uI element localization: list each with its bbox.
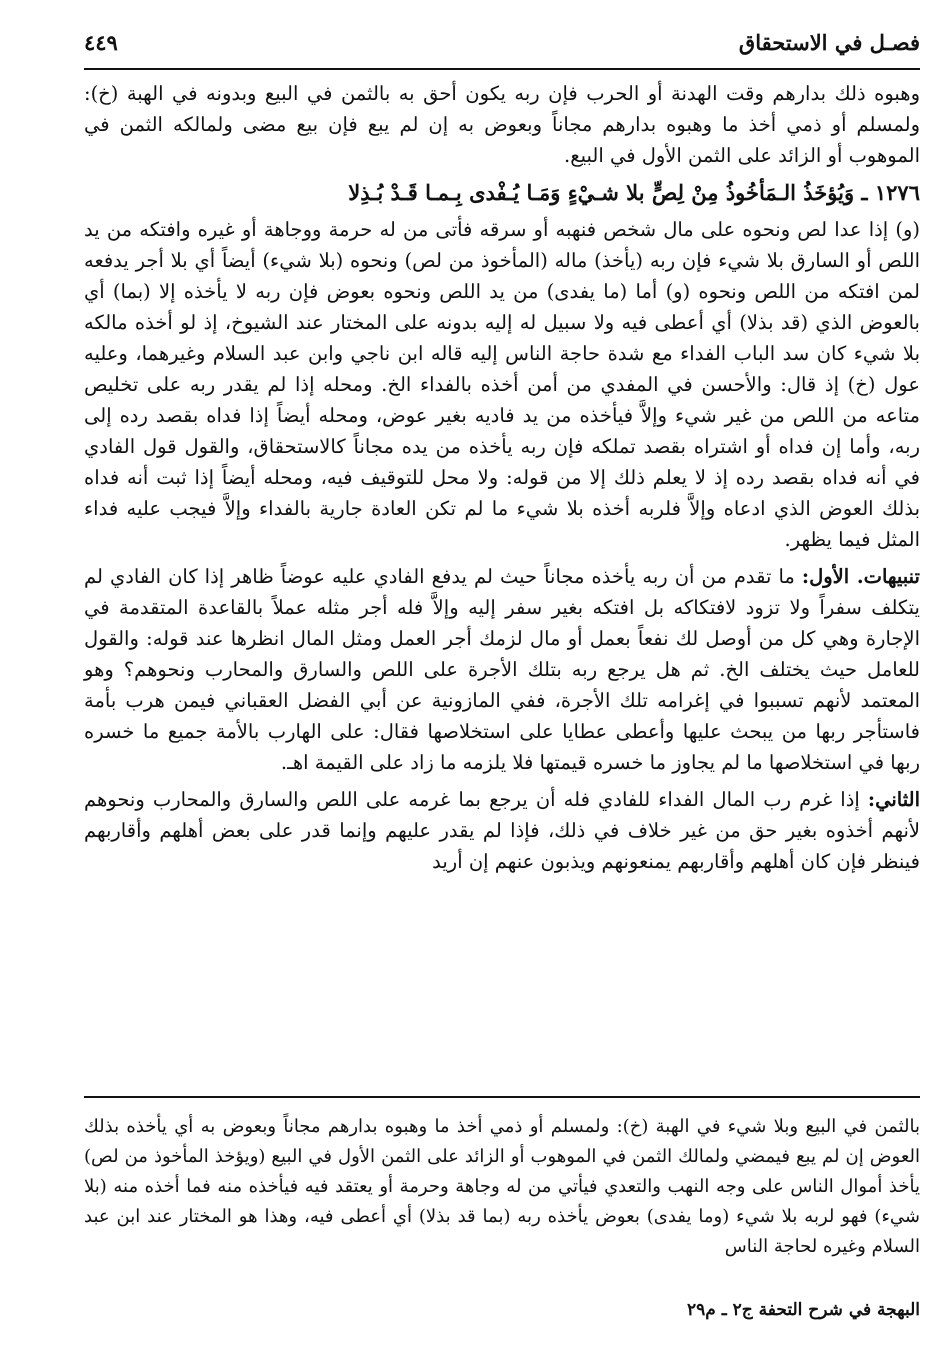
page-number: ٤٤٩ xyxy=(84,30,118,55)
paragraph-4-text: إذا غرم رب المال الفداء للفادي فله أن يرجع بما غرمه على اللص والسارق والمحارب ونحوهم لأنهم أخذوه بغير حق من غير خلاف في ذلك، فإذا لم يقدر عليهم وإنما قدر على بعض أهلهم وأقاربهم فينظر فإن كان أهلهم وأقاربهم يمنعونهم ويذبون عنهم إن أريد xyxy=(84,788,920,873)
paragraph-3-text: ما تقدم من أن ربه يأخذه مجاناً حيث لم يدفع الفادي عليه عوضاً ظاهر إذا كان الفادي لم يتكلف سفراً ولا تزود لافتكاكه بل افتكه بغير سفر إليه وإلاَّ فله أجر مثله عملاً بالقاعدة المتقدمة في الإجارة وهي كل من أوصل لك نفعاً بعمل أو مال لزمك أجر العمل ومثل المال انظرها عند قوله: والقول للعامل حيث يختلف الخ. ثم هل يرجع ربه بتلك الأجرة على اللص والسارق والمحارب ونحوهم؟ وهو المعتمد لأنهم تسببوا في إغرامه تلك الأجرة، ففي المازونية عن أبي الفضل العقباني فيمن هرب بأمة فاستأجر ربها من يبحث عليها وأعطى عطايا على استخلاصها فقال: على الهارب بالأمة جميع ما خسره ربها في استخلاصها ما لم يجاوز ما خسره قيمتها فلا يلزمه ما زاد على القيمة اهـ. xyxy=(84,565,921,774)
paragraph-4 xyxy=(84,784,920,877)
book-page xyxy=(84,28,920,1338)
paragraph-3-lead: تنبيهات. الأول: xyxy=(801,565,920,588)
footnote-separator xyxy=(84,1096,920,1098)
page-header xyxy=(84,28,920,70)
paragraph-1: وهبوه ذلك بدارهم وقت الهدنة أو الحرب فإن ربه يكون أحق به بالثمن في البيع وبدونه في الهبة (خ): ولمسلم أو ذمي أخذ ما وهبوه بدارهم مجاناً وبعوض به إن لم يبع فإن بيع مضى ولمالكه الثمن في الموهوب أو الزائد على الثمن الأول في البيع. xyxy=(84,82,920,167)
running-title: فصـل في الاستحقاق xyxy=(738,30,920,55)
page-footer: البهجة في شرح التحفة ج٢ ـ م٢٩ xyxy=(687,1300,920,1320)
paragraph-3 xyxy=(84,561,920,778)
main-text xyxy=(84,78,920,877)
paragraph-4-lead: الثاني: xyxy=(867,788,920,811)
verse-line: ١٢٧٦ ـ وَيُؤخَذُ الـمَأخُوذُ مِنْ لِصٍّ بلا شـيْءٍ وَمَـا يُـفْدى بِـمـا قَـدْ بُـذِلا xyxy=(348,180,920,205)
footnote-text: بالثمن في البيع وبلا شيء في الهبة (خ): ولمسلم أو ذمي أخذ ما وهبوه بدارهم مجاناً وبعوض به أي يأخذه بذلك العوض إن لم يبع فيمضي ولمالك الثمن في الموهوب أو الزائد على الثمن الأول في البيع (ويؤخذ المأخوذ من لص) يأخذ أموال الناس على وجه النهب والتعدي فيأتي من له وجاهة وحرمة أو يعتقد فيه فيأخذه منه فما أخذه منه (بلا شيء) فهو لربه بلا شيء (وما يفدى) بعوض يأخذه ربه (بما قد بذلا) أي أعطى فيه، وهذا هو المختار عند ابن عبد السلام وغيره لحاجة الناس xyxy=(84,1116,920,1257)
paragraph-2: (و) إذا عدا لص ونحوه على مال شخص فنهبه أو سرقه فأتى من له حرمة ووجاهة أو غيره وافتكه من يد اللص أو السارق بلا شيء فإن ربه (يأخذ) ماله (المأخوذ من لص) ونحوه (بلا شيء) أيضاً أي بلا أجر يدفعه لمن افتكه من اللص ونحوه (و) أما (ما يفدى) من يد اللص ونحوه بعوض فإن ربه لا يأخذه إلا (بما) أي بالعوض الذي (قد بذلا) أي أعطى فيه ولا سبيل له إليه بدونه على المختار عند الشيوخ، إذ لو أخذه مالكه بلا شيء كان سد الباب الفداء مع شدة حاجة الناس إليه قاله ابن ناجي وابن عبد السلام وغيرهما، وعليه عول (خ) إذ قال: والأحسن في المفدي من أمن أخذه بالفداء الخ. ومحله إذا لم يقدر ربه على تخليص متاعه من اللص من غير شيء وإلاَّ فيأخذه من يد فاديه بغير عوض، ومحله أيضاً إذا فداه بقصد رده إلى ربه، وأما إن فداه أو اشتراه بقصد تملكه فإن ربه يأخذه من يده مجاناً كالاستحقاق، والقول قول الفادي في أنه فداه بقصد رده إذ لا يعلم ذلك إلا من قوله: ولا محل للتوقيف فيه، ومحله أيضاً إذا ثبت أنه فداه بذلك العوض الذي ادعاه وإلاَّ فلربه أخذه بلا شيء ما لم تكن العادة جارية بالفداء وإلاَّ فيجب عليه فداء المثل فيما يظهر. xyxy=(84,218,920,551)
